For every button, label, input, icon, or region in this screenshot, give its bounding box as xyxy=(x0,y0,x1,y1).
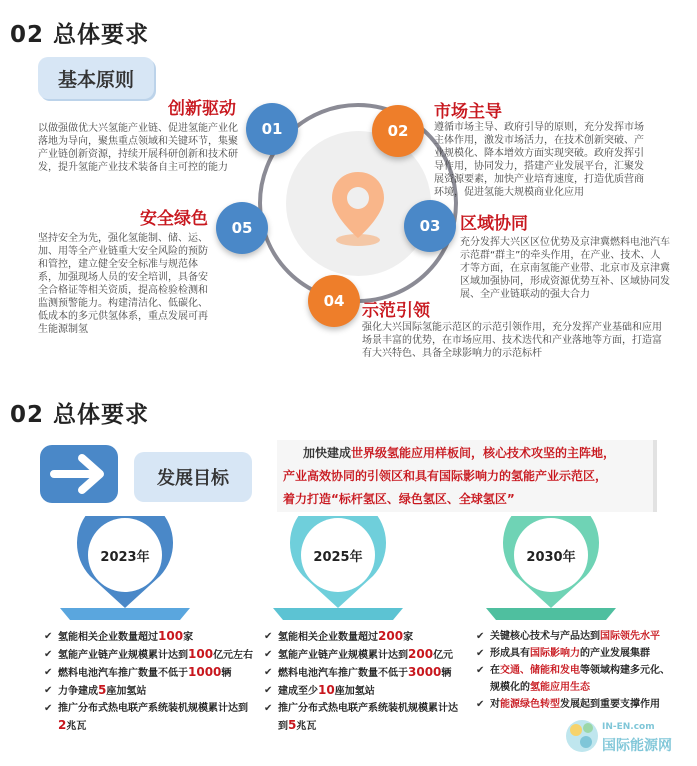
goal-2023-item xyxy=(44,646,254,664)
goal-number: 3000 xyxy=(408,665,442,679)
check-icon: ✔ xyxy=(476,699,485,710)
check-icon: ✔ xyxy=(44,685,53,696)
check-icon: ✔ xyxy=(264,685,273,696)
goal-text-end: 的产业发展集群 xyxy=(580,648,650,659)
goal-highlight: 国际领先水平 xyxy=(600,631,660,642)
goal-text: 推广分布式热电联产系统装机规模累计达到 xyxy=(278,703,458,732)
goals-2030-list xyxy=(476,628,672,713)
goal-2025-item xyxy=(264,646,464,664)
watermark-name: 国际能源网 xyxy=(602,738,672,754)
goal-unit: 座加氢站 xyxy=(106,686,147,697)
year-2030: 2030年 xyxy=(514,518,588,592)
goal-text: 关键核心技术与产品达到 xyxy=(490,631,600,642)
goal-unit: 辆 xyxy=(221,668,232,679)
watermark-domain: IN-EN.com xyxy=(602,722,655,732)
check-icon: ✔ xyxy=(476,648,485,659)
principle-number-04: 04 xyxy=(308,275,360,327)
principle-title-market: 市场主导 xyxy=(434,102,502,122)
goal-2030-item xyxy=(476,662,672,696)
goal-text: 对 xyxy=(490,699,500,710)
goal-unit: 家 xyxy=(403,632,414,643)
goal-2023-item xyxy=(44,682,254,700)
goal-text: 形成具有 xyxy=(490,648,530,659)
callout-text xyxy=(283,442,653,511)
principle-body-regional: 充分发挥大兴区区位优势及京津冀燃料电池汽车示范群“群主”的牵头作用，在产业、技术、人才等方面，在京南氢能产业带、北京市及京津冀区域加强协同，形成资源优势互补、区域协同发展、全产业链联动的强大合力 xyxy=(460,237,670,300)
goal-callout xyxy=(277,440,657,512)
arrow-box xyxy=(40,445,118,503)
goal-highlight: 能源绿色转型 xyxy=(500,699,560,710)
principle-number-03: 03 xyxy=(404,200,456,252)
goal-highlight: 交通、储能和发电 xyxy=(500,665,580,676)
goal-unit: 兆瓦 xyxy=(296,721,317,732)
goal-2023-item xyxy=(44,628,254,646)
goal-2025-item xyxy=(264,700,464,735)
principle-body-demonstration: 强化大兴国际氢能示范区的示范引领作用，充分发挥产业基础和应用场景丰富的优势，在市场应用、技术迭代和产业落地等方面，打造富有大兴特色、具备全球影响力的示范标杆 xyxy=(362,322,662,359)
section2-title: 02 总体要求 xyxy=(10,402,150,428)
goal-unit: 亿元左右 xyxy=(213,650,254,661)
section1-title: 02 总体要求 xyxy=(10,22,150,48)
check-icon: ✔ xyxy=(44,649,53,660)
goal-unit: 亿元 xyxy=(433,650,454,661)
principle-number-01: 01 xyxy=(246,103,298,155)
goal-text: 氢能产业链产业规模累计达到 xyxy=(278,650,408,661)
goal-unit: 辆 xyxy=(441,668,452,679)
goal-number: 100 xyxy=(188,647,214,661)
check-icon: ✔ xyxy=(476,665,485,676)
goal-highlight: 国际影响力 xyxy=(530,648,580,659)
goal-text: 建成至少 xyxy=(278,686,318,697)
goal-text: 燃料电池汽车推广数量不低于 xyxy=(278,668,408,679)
check-icon: ✔ xyxy=(44,667,53,678)
goal-unit: 座加氢站 xyxy=(334,686,375,697)
goal-2025-item xyxy=(264,628,464,646)
goal-number: 200 xyxy=(408,647,434,661)
principle-body-safety: 坚持安全为先，强化氢能制、储、运、加、用等全产业链重大安全风险的预防和管控，建立健全安全标准与规范体系，加强现场人员的安全培训，具备安全合格证等相关资质，提高检验检测和监测预警能力。构建清洁化、低碳化、低成本的多元供氢体系，重点发展可再生能源制氢 xyxy=(38,233,208,335)
goal-2023-item xyxy=(44,664,254,682)
check-icon: ✔ xyxy=(476,631,485,642)
goals-2023-list xyxy=(44,628,254,735)
goal-2030-item xyxy=(476,645,672,662)
goal-2030-item xyxy=(476,628,672,645)
goal-text: 力争建成 xyxy=(58,686,98,697)
location-pin-icon xyxy=(324,168,392,248)
year-2025: 2025年 xyxy=(301,518,375,592)
principle-body-market: 遵循市场主导、政府引导的原则，充分发挥市场主体作用，激发市场活力，在技术创新突破、产业规模化、降本增效方面实现突破。政府发挥引导作用，协同发力，搭建产业发展平台，汇聚发展资源要素，加快产业培育速度，打造优质营商环境，促进氢能大规模商业化应用 xyxy=(434,122,644,198)
check-icon: ✔ xyxy=(264,703,273,714)
arrow-right-icon xyxy=(40,445,118,503)
goal-number: 200 xyxy=(378,629,404,643)
goal-unit: 家 xyxy=(183,632,194,643)
goal-number: 1000 xyxy=(188,665,222,679)
goal-text: 氢能相关企业数量超过 xyxy=(278,632,378,643)
callout-part3: 产业高效协同的引领区和具有国际影响力的氢能产业示范区， xyxy=(283,469,608,483)
goal-unit: 兆瓦 xyxy=(66,721,87,732)
goal-number: 10 xyxy=(318,683,335,697)
goal-number: 2 xyxy=(58,718,67,732)
check-icon: ✔ xyxy=(44,631,53,642)
year-2023: 2023年 xyxy=(88,518,162,592)
principle-title-innovation: 创新驱动 xyxy=(168,99,236,119)
check-icon: ✔ xyxy=(264,667,273,678)
goal-number: 5 xyxy=(288,718,297,732)
goal-text: 氢能相关企业数量超过 xyxy=(58,632,158,643)
goal-text: 在 xyxy=(490,665,500,676)
principle-title-safety: 安全绿色 xyxy=(140,209,208,229)
goal-2025-item xyxy=(264,664,464,682)
goal-text-end: 发展起到重要支撑作用 xyxy=(560,699,660,710)
goals-2025-list xyxy=(264,628,464,735)
check-icon: ✔ xyxy=(264,631,273,642)
goal-text-end: 等领域构建多元化、规模化的 xyxy=(490,665,670,693)
basic-principles-pill: 基本原则 xyxy=(38,57,154,99)
principle-title-demonstration: 示范引领 xyxy=(362,301,430,321)
goal-number: 100 xyxy=(158,629,184,643)
principle-title-regional: 区域协同 xyxy=(460,214,528,234)
goal-2023-item xyxy=(44,700,254,735)
goal-number: 5 xyxy=(98,683,107,697)
callout-part2: 世界级氢能应用样板间，核心技术攻坚的主阵地， xyxy=(351,446,616,460)
goal-2025-item xyxy=(264,682,464,700)
check-icon: ✔ xyxy=(44,703,53,714)
development-goals-pill: 发展目标 xyxy=(134,452,252,502)
callout-part4: 着力打造“标杆氢区、绿色氢区、全球氢区” xyxy=(283,492,515,506)
check-icon: ✔ xyxy=(264,649,273,660)
goal-text: 推广分布式热电联产系统装机规模累计达到 xyxy=(58,703,248,714)
goal-text: 燃料电池汽车推广数量不低于 xyxy=(58,668,188,679)
callout-part1: 加快建成 xyxy=(303,446,352,460)
goal-highlight-2: 氢能应用生态 xyxy=(530,682,590,693)
principle-number-02: 02 xyxy=(372,105,424,157)
principle-number-05: 05 xyxy=(216,202,268,254)
principle-body-innovation: 以做强做优大兴氢能产业链、促进氢能产业化落地为导向，聚焦重点领域和关键环节，集聚产业链创新资源，持续开展科研创新和技术研发，提升氢能产业技术装备自主可控的能力 xyxy=(38,123,238,173)
goal-text: 氢能产业链产业规模累计达到 xyxy=(58,650,188,661)
